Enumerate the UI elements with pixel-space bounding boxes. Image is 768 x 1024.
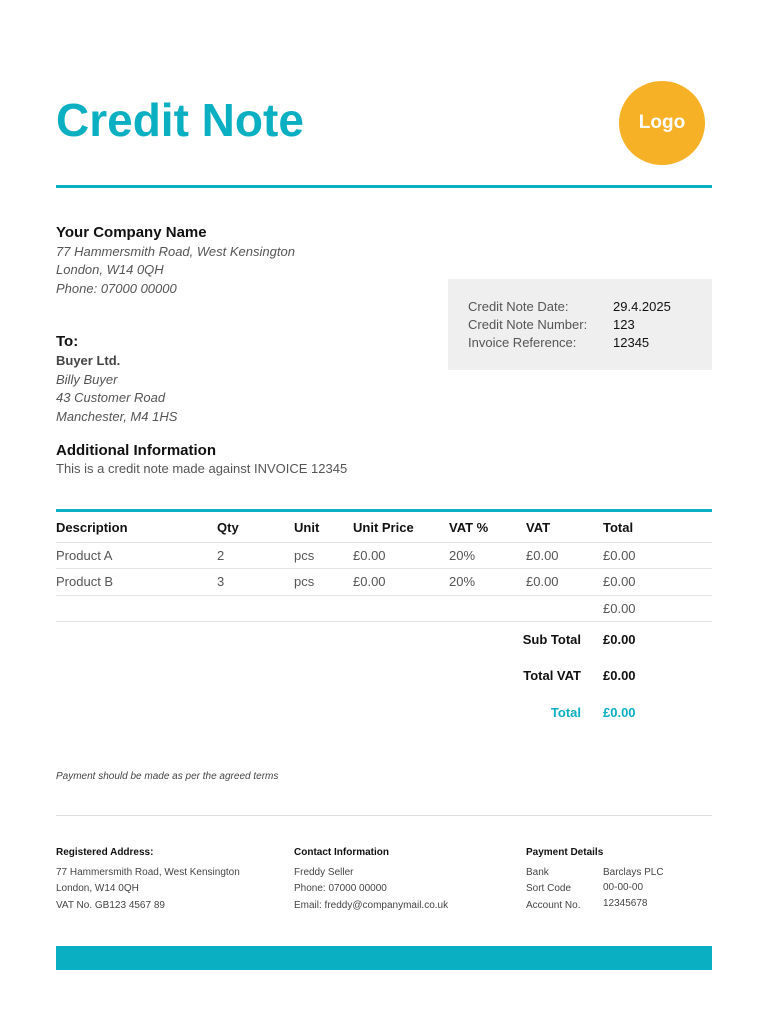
registered-address-heading: Registered Address: xyxy=(56,847,154,858)
account-number-label: Account No. xyxy=(526,900,581,911)
column-header-unit: Unit xyxy=(294,520,320,535)
seller-phone: Phone: 07000 00000 xyxy=(56,281,177,296)
row-total: £0.00 xyxy=(603,574,636,589)
footer-accent-bar xyxy=(56,946,712,970)
reference-label: Invoice Reference: xyxy=(468,335,577,350)
credit-note-details-box xyxy=(448,279,712,370)
page-title: Credit Note xyxy=(56,94,304,146)
row-description: Product A xyxy=(56,548,113,563)
seller-address-line2: London, W14 0QH xyxy=(56,262,164,277)
subtotal-value: £0.00 xyxy=(603,632,636,647)
registered-address-line1: 77 Hammersmith Road, West Kensington xyxy=(56,867,240,878)
bank-label: Bank xyxy=(526,867,549,878)
payment-terms-note: Payment should be made as per the agreed terms xyxy=(56,771,279,782)
buyer-company: Buyer Ltd. xyxy=(56,353,121,368)
row-total: £0.00 xyxy=(603,601,636,616)
buyer-contact: Billy Buyer xyxy=(56,372,118,387)
date-value: 29.4.2025 xyxy=(613,299,671,314)
row-unit-price: £0.00 xyxy=(353,548,386,563)
contact-phone: Phone: 07000 00000 xyxy=(294,883,387,894)
row-description: Product B xyxy=(56,574,114,589)
footer-divider xyxy=(56,815,712,816)
reference-value: 12345 xyxy=(613,335,650,350)
row-vat: £0.00 xyxy=(526,574,559,589)
table-top-divider xyxy=(56,509,712,512)
contact-name: Freddy Seller xyxy=(294,867,354,878)
grand-total-value: £0.00 xyxy=(603,705,636,720)
table-row-divider xyxy=(56,568,712,569)
column-header-vat-percent: VAT % xyxy=(449,520,489,535)
table-row-divider xyxy=(56,595,712,596)
seller-company-name: Your Company Name xyxy=(56,224,207,241)
buyer-address-line1: 43 Customer Road xyxy=(56,390,166,405)
payment-details-heading: Payment Details xyxy=(526,847,604,858)
column-header-unit-price: Unit Price xyxy=(353,520,414,535)
to-label: To: xyxy=(56,333,79,350)
row-vat-percent: 20% xyxy=(449,548,476,563)
seller-address-line1: 77 Hammersmith Road, West Kensington xyxy=(56,244,295,259)
bank-value: Barclays PLC xyxy=(603,867,664,878)
buyer-address-line2: Manchester, M4 1HS xyxy=(56,409,178,424)
column-header-total: Total xyxy=(603,520,634,535)
vat-number: VAT No. GB123 4567 89 xyxy=(56,900,165,911)
row-qty: 3 xyxy=(217,574,225,589)
row-vat-percent: 20% xyxy=(449,574,476,589)
row-unit: pcs xyxy=(294,574,315,589)
additional-info-title: Additional Information xyxy=(56,442,216,459)
contact-email: Email: freddy@companymail.co.uk xyxy=(294,900,449,911)
table-row-divider xyxy=(56,621,712,622)
date-label: Credit Note Date: xyxy=(468,299,569,314)
number-label: Credit Note Number: xyxy=(468,317,588,332)
column-header-description: Description xyxy=(56,520,128,535)
total-vat-value: £0.00 xyxy=(603,668,636,683)
subtotal-label: Sub Total xyxy=(522,632,581,647)
row-unit: pcs xyxy=(294,548,315,563)
account-number-value: 12345678 xyxy=(603,898,648,909)
table-row-divider xyxy=(56,542,712,543)
total-vat-label: Total VAT xyxy=(523,668,581,683)
column-header-qty: Qty xyxy=(217,520,239,535)
row-qty: 2 xyxy=(217,548,225,563)
column-header-vat: VAT xyxy=(526,520,551,535)
grand-total-label: Total xyxy=(550,705,581,720)
company-logo: Logo xyxy=(619,81,705,165)
row-total: £0.00 xyxy=(603,548,636,563)
row-vat: £0.00 xyxy=(526,548,559,563)
header-divider xyxy=(56,185,712,188)
additional-info-text: This is a credit note made against INVOICE 12345 xyxy=(56,461,348,476)
contact-heading: Contact Information xyxy=(294,847,389,858)
registered-address-line2: London, W14 0QH xyxy=(56,883,139,894)
sort-code-value: 00-00-00 xyxy=(603,882,644,893)
sort-code-label: Sort Code xyxy=(526,883,572,894)
row-unit-price: £0.00 xyxy=(353,574,386,589)
number-value: 123 xyxy=(613,317,635,332)
